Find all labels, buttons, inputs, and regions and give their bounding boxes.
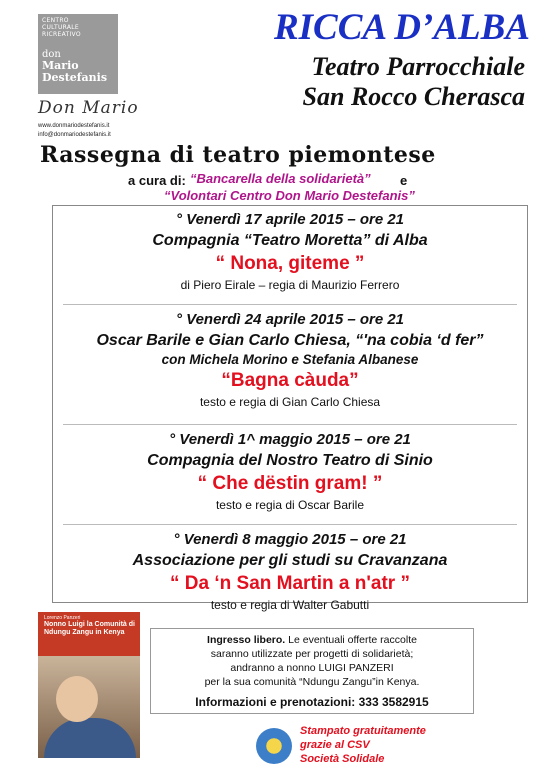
beneficiary-name: LUIGI PANZERI	[318, 662, 394, 674]
ingresso-label: Ingresso libero.	[207, 634, 286, 646]
email-link[interactable]: info@donmariodestefanis.it	[38, 132, 111, 138]
event-play-title: “Bagna càuda”	[221, 370, 359, 391]
event-play-title: “ Nona, giteme ”	[215, 253, 365, 274]
event-4	[53, 530, 527, 613]
event-cast: con Michela Morino e Stefania Albanese	[161, 352, 419, 367]
portrait-photo	[38, 656, 140, 758]
book-cover-image	[38, 612, 140, 758]
event-company: Compagnia “Teatro Moretta” di Alba	[152, 232, 428, 249]
event-2	[53, 310, 527, 410]
centro-culturale-logo	[38, 14, 118, 94]
city-title: RICCA D’ALBA	[273, 7, 530, 48]
info-line4: per la sua comunità “Ndungu Zangu”in Kenya.	[204, 676, 420, 688]
info-line3-pre: andranno a nonno	[230, 662, 316, 674]
logo-name-last: Destefanis	[42, 71, 108, 84]
logo-line1: CENTRO	[42, 17, 69, 24]
print-credit	[300, 724, 426, 766]
theater-name	[240, 52, 525, 112]
logo-name-first: Mario	[42, 59, 79, 72]
theater-line2: San Rocco Cherasca	[302, 82, 525, 111]
csv-logo-icon	[256, 728, 292, 764]
website-link[interactable]: www.donmariodestefanis.it	[38, 123, 110, 129]
info-line1: Le eventuali offerte raccolte	[288, 634, 417, 646]
signature: Don Mario	[38, 98, 139, 118]
divider	[63, 424, 517, 425]
cura-label: a cura di:	[128, 173, 186, 188]
event-company: Compagnia del Nostro Teatro di Sinio	[147, 452, 433, 469]
organizer-conjunction: e	[400, 173, 408, 188]
event-date: ° Venerdì 17 aprile 2015 – ore 21	[175, 211, 405, 228]
book-author: Lorenzo Panzeri	[44, 615, 81, 621]
contact-phone: Informazioni e prenotazioni: 333 3582915	[195, 695, 429, 709]
event-3	[53, 430, 527, 513]
contact-block	[38, 122, 111, 140]
program-box	[52, 205, 528, 612]
info-line2: saranno utilizzate per progetti di solidarietà;	[210, 648, 414, 660]
event-credit: testo e regia di Oscar Barile	[215, 498, 365, 512]
logo-line2: CULTURALE	[42, 24, 80, 31]
event-1	[53, 210, 527, 293]
event-play-title: “ Che dëstin gram! ”	[197, 473, 383, 494]
divider	[63, 524, 517, 525]
event-company: Associazione per gli studi su Cravanzana	[132, 552, 448, 569]
print-line2: grazie al CSV	[300, 739, 370, 751]
rassegna-title: Rassegna di teatro piemontese	[40, 142, 436, 168]
divider	[63, 304, 517, 305]
event-credit: di Piero Eirale – regia di Maurizio Ferrero	[180, 278, 400, 292]
logo-don: don	[42, 49, 61, 60]
event-credit: testo e regia di Walter Gabutti	[210, 598, 370, 612]
info-text	[151, 633, 473, 689]
book-title: Nonno Luigi la Comunità di Ndungu Zangu in Kenya	[44, 621, 135, 636]
event-date: ° Venerdì 24 aprile 2015 – ore 21	[175, 311, 405, 328]
event-date: ° Venerdì 8 maggio 2015 – ore 21	[173, 531, 407, 548]
event-company: Oscar Barile e Gian Carlo Chiesa, “'na cobia ‘d fer”	[96, 332, 484, 349]
event-credit: testo e regia di Gian Carlo Chiesa	[199, 395, 381, 409]
print-line3: Società Solidale	[300, 753, 385, 765]
event-play-title: “ Da ‘n San Martin a n'atr ”	[170, 573, 410, 594]
organizer-1: “Bancarella della solidarietà”	[190, 171, 371, 186]
event-date: ° Venerdì 1^ maggio 2015 – ore 21	[169, 431, 411, 448]
theater-line1: Teatro Parrocchiale	[311, 52, 525, 81]
info-box	[150, 628, 474, 714]
print-line1: Stampato gratuitamente	[300, 725, 426, 737]
organizer-2: “Volontari Centro Don Mario Destefanis”	[164, 188, 415, 203]
logo-line3: RICREATIVO	[42, 31, 81, 38]
